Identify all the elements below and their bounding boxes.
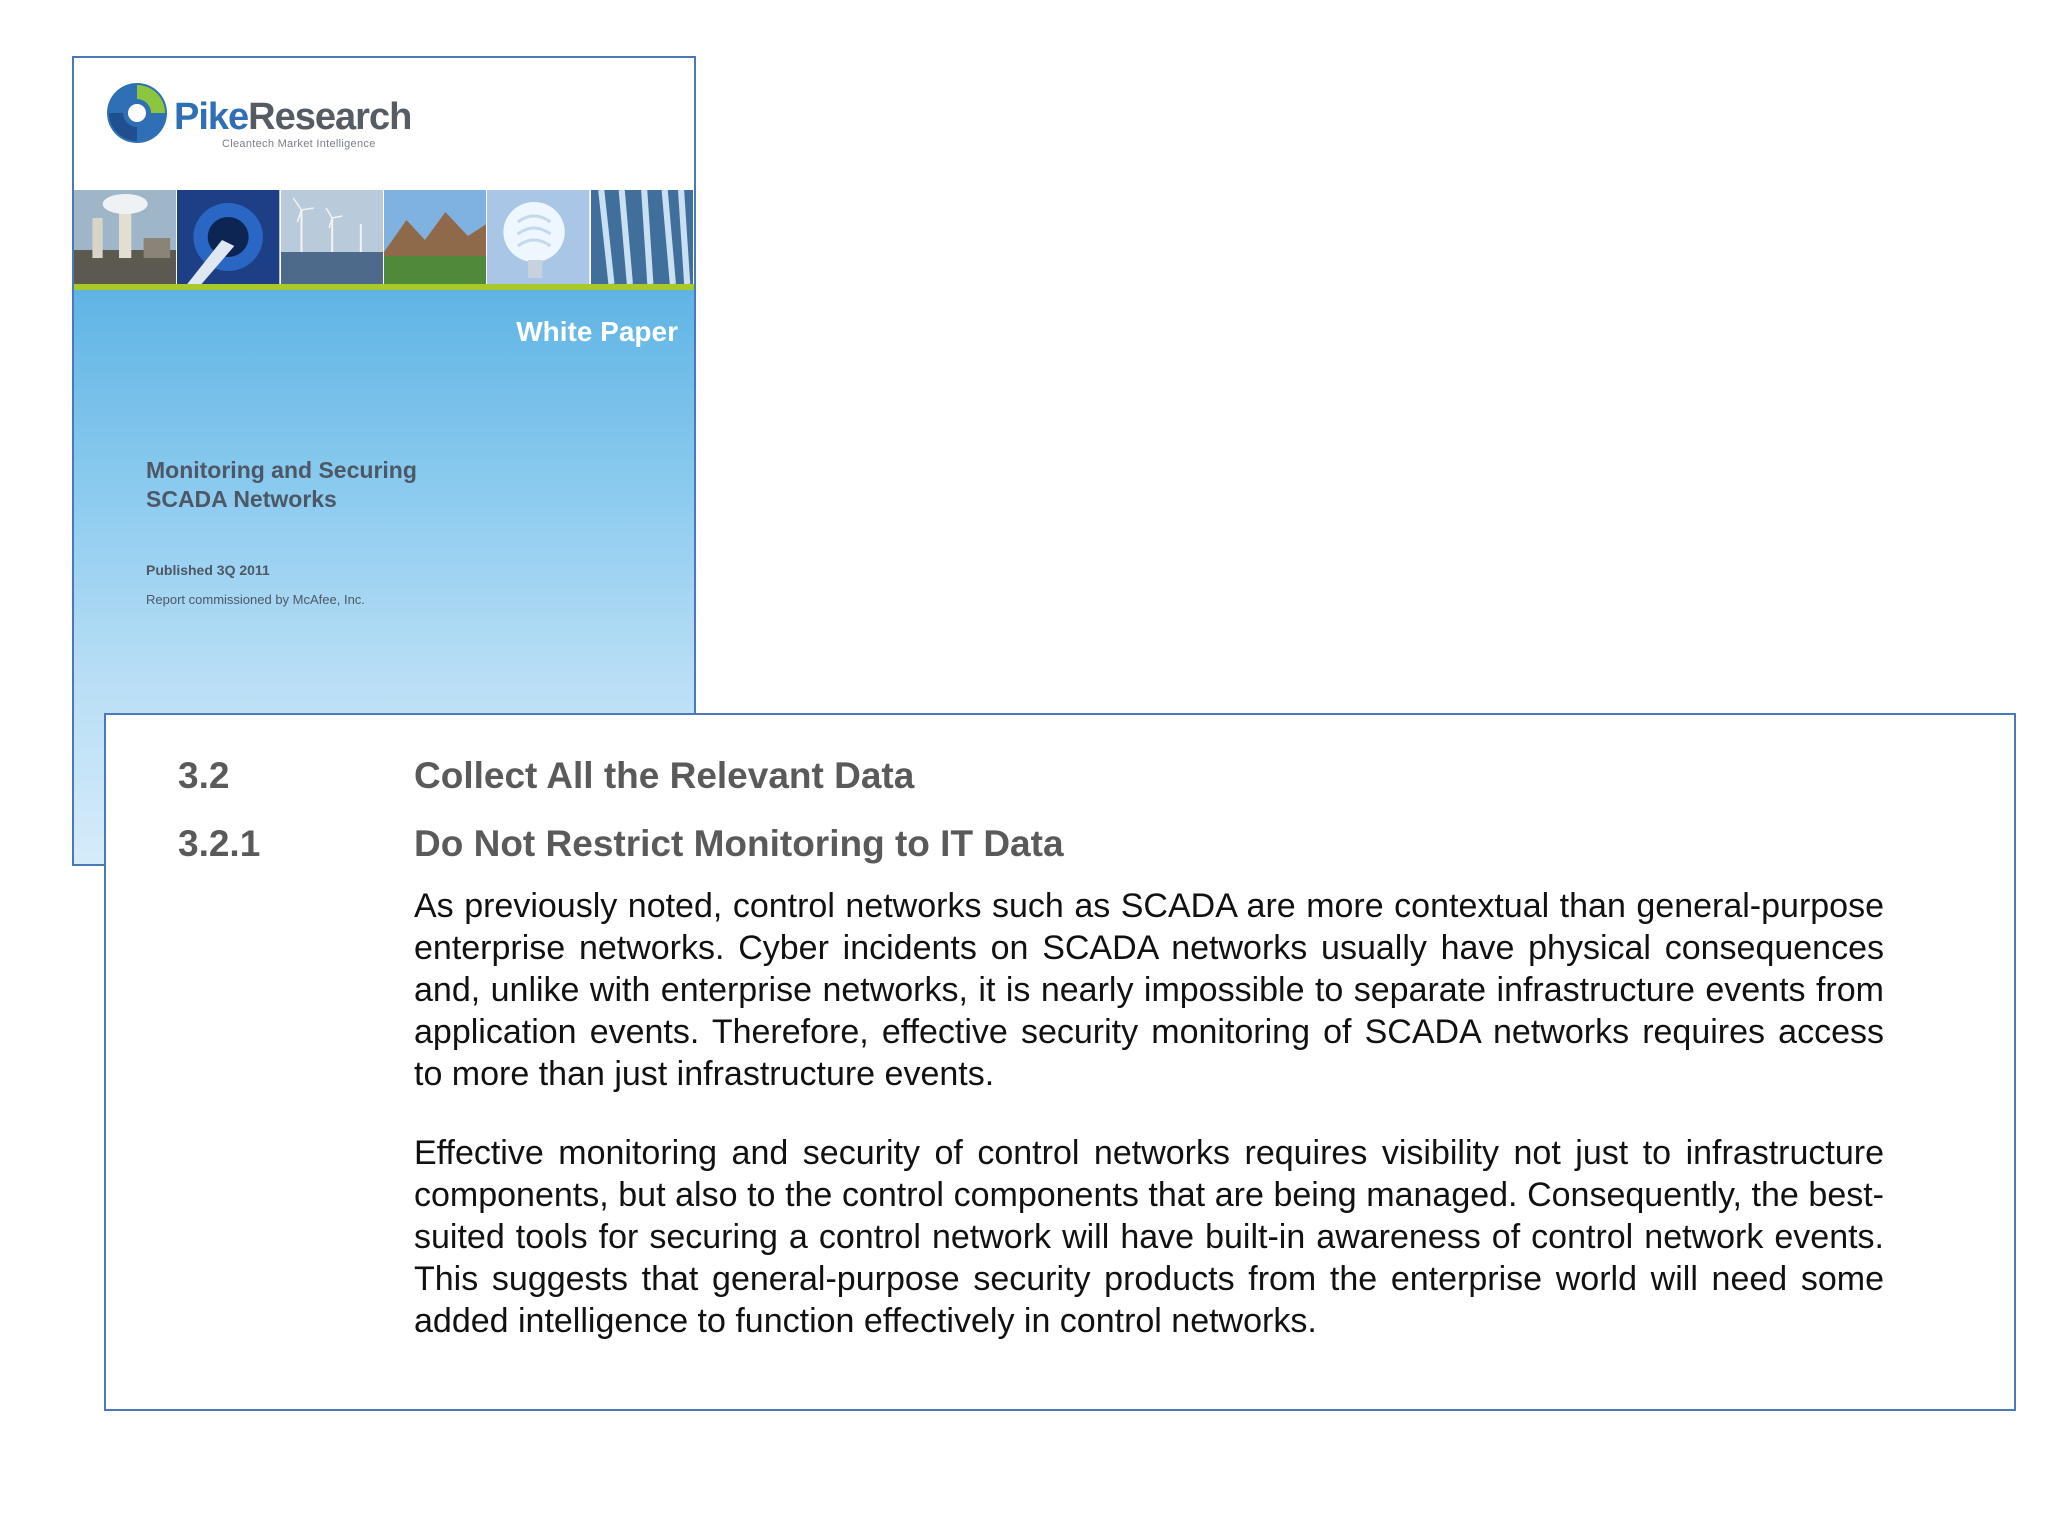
- cover-photo-strip: [74, 190, 694, 284]
- commissioned-by: Report commissioned by McAfee, Inc.: [146, 592, 365, 607]
- published-date: Published 3Q 2011: [146, 562, 270, 578]
- cover-title: [146, 456, 417, 514]
- section-number: 3.2: [178, 755, 230, 796]
- subsection-title: Do Not Restrict Monitoring to IT Data: [414, 823, 1064, 864]
- power-plant-photo: [74, 190, 177, 284]
- pike-research-logo-icon: [104, 80, 170, 146]
- section-title: Collect All the Relevant Data: [414, 755, 915, 796]
- cover-title-line-2: SCADA Networks: [146, 486, 337, 512]
- cover-title-line-1: Monitoring and Securing: [146, 457, 417, 483]
- mountains-photo: [384, 190, 487, 284]
- document-type-label: White Paper: [516, 316, 678, 347]
- brand-tagline: Cleantech Market Intelligence: [222, 138, 376, 150]
- brand-name: PikeResearch: [174, 96, 412, 138]
- subsection-number: 3.2.1: [178, 823, 261, 864]
- electric-plug-photo: [177, 190, 280, 284]
- light-bulb-photo: [487, 190, 590, 284]
- wind-turbines-photo: [281, 190, 384, 284]
- water-photo: [591, 190, 694, 284]
- body-paragraph-1: As previously noted, control networks such as SCADA are more contextual than general-purpose enterprise networks. Cyber incidents on SCADA networks usually have physical consequences and, unlike with enterprise networks, it is nearly impossible to separate infrastructure events from application events. Therefore, effective security monitoring of SCADA networks requires access to more than just infrastructure events.: [414, 887, 1884, 1093]
- report-excerpt: [104, 713, 2016, 1411]
- cover-header: [74, 58, 694, 190]
- body-paragraph-2: Effective monitoring and security of control networks requires visibility not just to infrastructure components, but also to the control components that are being managed. Consequently, the best-suited tools for securing a control network will have built-in awareness of control network events. This suggests that general-purpose security products from the enterprise world will need some added intelligence to function effectively in control networks.: [414, 1134, 1884, 1340]
